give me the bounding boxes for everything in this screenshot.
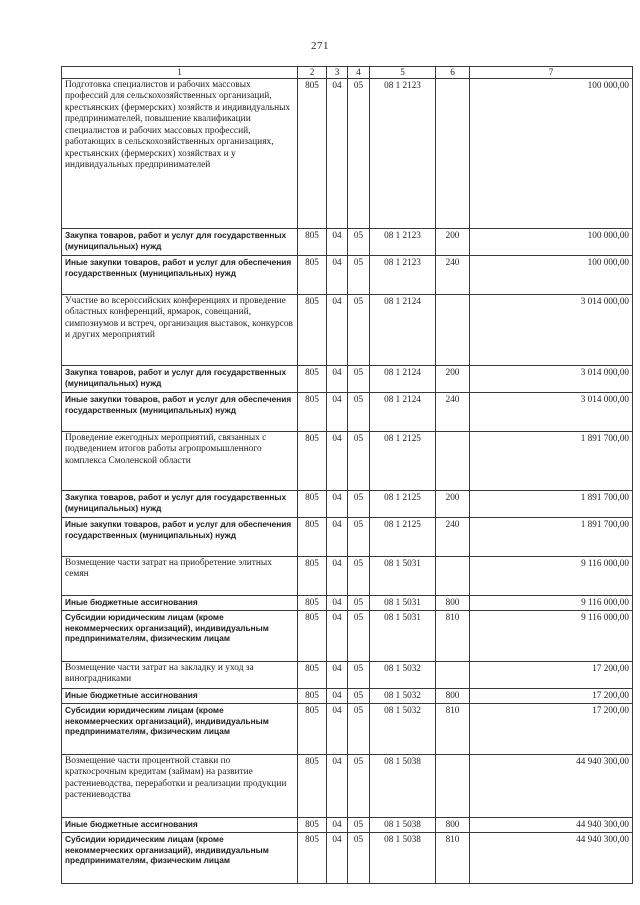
admin-code-cell: 805 xyxy=(298,79,327,229)
table-row xyxy=(62,557,633,596)
table-row xyxy=(62,295,633,366)
target-article-cell: 08 1 2125 xyxy=(370,491,436,518)
target-article-cell: 08 1 2124 xyxy=(370,366,436,393)
amount-cell: 3 014 000,00 xyxy=(470,393,633,432)
admin-code-cell: 805 xyxy=(298,518,327,557)
item-name-cell: Субсидии юридическим лицам (кроме некоммерческих организаций), индивидуальным предпринимателям, физическим лицам xyxy=(62,611,298,662)
header-col-2: 2 xyxy=(298,67,327,79)
subsection-cell: 05 xyxy=(348,596,370,611)
page-number: 271 xyxy=(311,40,329,52)
item-name-cell: Субсидии юридическим лицам (кроме некоммерческих организаций), индивидуальным предпринимателям, физическим лицам xyxy=(62,704,298,755)
item-name-cell: Иные закупки товаров, работ и услуг для обеспечения государственных (муниципальных) нужд xyxy=(62,393,298,432)
target-article-cell: 08 1 5038 xyxy=(370,833,436,884)
target-article-cell: 08 1 5031 xyxy=(370,596,436,611)
subsection-cell: 05 xyxy=(348,833,370,884)
admin-code-cell: 805 xyxy=(298,662,327,689)
item-name-cell: Участие во всероссийских конференциях и проведение областных конференций, ярмарок, совещаний, симпозиумов и встреч, организация выставок, конкурсов и других мероприятий xyxy=(62,295,298,366)
item-name-cell: Проведение ежегодных мероприятий, связанных с подведением итогов работы агропромышленного комплекса Смоленской области xyxy=(62,432,298,491)
section-cell: 04 xyxy=(327,79,348,229)
subsection-cell: 05 xyxy=(348,491,370,518)
amount-cell: 100 000,00 xyxy=(470,79,633,229)
expense-type-cell: 800 xyxy=(436,689,470,704)
target-article-cell: 08 1 2123 xyxy=(370,79,436,229)
admin-code-cell: 805 xyxy=(298,491,327,518)
admin-code-cell: 805 xyxy=(298,557,327,596)
section-cell: 04 xyxy=(327,295,348,366)
item-name-cell: Закупка товаров, работ и услуг для государственных (муниципальных) нужд xyxy=(62,229,298,256)
item-name-cell: Возмещение части процентной ставки по краткосрочным кредитам (займам) на развитие растениеводства, переработки и реализации продукции растениеводства xyxy=(62,755,298,818)
amount-cell: 17 200,00 xyxy=(470,689,633,704)
table-row xyxy=(62,596,633,611)
admin-code-cell: 805 xyxy=(298,295,327,366)
admin-code-cell: 805 xyxy=(298,393,327,432)
admin-code-cell: 805 xyxy=(298,432,327,491)
expense-type-cell: 240 xyxy=(436,393,470,432)
target-article-cell: 08 1 5031 xyxy=(370,557,436,596)
target-article-cell: 08 1 2124 xyxy=(370,295,436,366)
admin-code-cell: 805 xyxy=(298,229,327,256)
expense-type-cell: 810 xyxy=(436,704,470,755)
target-article-cell: 08 1 5032 xyxy=(370,662,436,689)
header-row xyxy=(62,67,633,79)
amount-cell: 9 116 000,00 xyxy=(470,596,633,611)
target-article-cell: 08 1 2125 xyxy=(370,518,436,557)
target-article-cell: 08 1 5032 xyxy=(370,704,436,755)
target-article-cell: 08 1 2123 xyxy=(370,229,436,256)
amount-cell: 100 000,00 xyxy=(470,229,633,256)
item-name-cell: Иные закупки товаров, работ и услуг для обеспечения государственных (муниципальных) нужд xyxy=(62,256,298,295)
expense-type-cell: 200 xyxy=(436,366,470,393)
amount-cell: 9 116 000,00 xyxy=(470,557,633,596)
subsection-cell: 05 xyxy=(348,229,370,256)
table-body xyxy=(62,79,633,884)
item-name-cell: Иные бюджетные ассигнования xyxy=(62,689,298,704)
admin-code-cell: 805 xyxy=(298,689,327,704)
item-name-cell: Закупка товаров, работ и услуг для государственных (муниципальных) нужд xyxy=(62,366,298,393)
item-name-cell: Подготовка специалистов и рабочих массовых профессий для сельскохозяйственных организаций, крестьянских (фермерских) хозяйств и индивидуальных предпринимателей, повышение квалификации специалистов и рабочих массовых профессий, работающих в сельскохозяйственных организациях, крестьянских (фермерских) хозяйствах и у индивидуальных предпринимателей xyxy=(62,79,298,229)
subsection-cell: 05 xyxy=(348,79,370,229)
expense-type-cell: 200 xyxy=(436,491,470,518)
section-cell: 04 xyxy=(327,689,348,704)
amount-cell: 9 116 000,00 xyxy=(470,611,633,662)
table-row xyxy=(62,79,633,229)
amount-cell: 100 000,00 xyxy=(470,256,633,295)
amount-cell: 1 891 700,00 xyxy=(470,491,633,518)
amount-cell: 17 200,00 xyxy=(470,704,633,755)
item-name-cell: Возмещение части затрат на приобретение элитных семян xyxy=(62,557,298,596)
expense-type-cell xyxy=(436,79,470,229)
amount-cell: 17 200,00 xyxy=(470,662,633,689)
section-cell: 04 xyxy=(327,491,348,518)
target-article-cell: 08 1 2123 xyxy=(370,256,436,295)
subsection-cell: 05 xyxy=(348,704,370,755)
table-header xyxy=(62,67,633,79)
subsection-cell: 05 xyxy=(348,611,370,662)
section-cell: 04 xyxy=(327,818,348,833)
expense-type-cell: 800 xyxy=(436,596,470,611)
header-col-1: 1 xyxy=(62,67,298,79)
section-cell: 04 xyxy=(327,662,348,689)
table-row xyxy=(62,818,633,833)
subsection-cell: 05 xyxy=(348,557,370,596)
expense-type-cell: 240 xyxy=(436,256,470,295)
subsection-cell: 05 xyxy=(348,755,370,818)
item-name-cell: Закупка товаров, работ и услуг для государственных (муниципальных) нужд xyxy=(62,491,298,518)
table-row xyxy=(62,689,633,704)
header-col-4: 4 xyxy=(348,67,370,79)
header-col-5: 5 xyxy=(370,67,436,79)
table-row xyxy=(62,491,633,518)
expense-type-cell xyxy=(436,557,470,596)
table-row xyxy=(62,229,633,256)
section-cell: 04 xyxy=(327,256,348,295)
expense-type-cell: 810 xyxy=(436,611,470,662)
amount-cell: 44 940 300,00 xyxy=(470,818,633,833)
target-article-cell: 08 1 5038 xyxy=(370,755,436,818)
expense-type-cell: 810 xyxy=(436,833,470,884)
expense-type-cell xyxy=(436,755,470,818)
subsection-cell: 05 xyxy=(348,432,370,491)
section-cell: 04 xyxy=(327,229,348,256)
section-cell: 04 xyxy=(327,704,348,755)
expense-type-cell: 240 xyxy=(436,518,470,557)
item-name-cell: Иные бюджетные ассигнования xyxy=(62,596,298,611)
budget-table xyxy=(61,66,633,884)
section-cell: 04 xyxy=(327,557,348,596)
target-article-cell: 08 1 5032 xyxy=(370,689,436,704)
target-article-cell: 08 1 5031 xyxy=(370,611,436,662)
admin-code-cell: 805 xyxy=(298,366,327,393)
table-row xyxy=(62,256,633,295)
item-name-cell: Субсидии юридическим лицам (кроме некоммерческих организаций), индивидуальным предпринимателям, физическим лицам xyxy=(62,833,298,884)
table-row xyxy=(62,611,633,662)
item-name-cell: Возмещение части затрат на закладку и уход за виноградниками xyxy=(62,662,298,689)
header-col-3: 3 xyxy=(327,67,348,79)
table-row xyxy=(62,393,633,432)
admin-code-cell: 805 xyxy=(298,818,327,833)
amount-cell: 44 940 300,00 xyxy=(470,755,633,818)
table-row xyxy=(62,755,633,818)
table-row xyxy=(62,833,633,884)
target-article-cell: 08 1 2124 xyxy=(370,393,436,432)
amount-cell: 3 014 000,00 xyxy=(470,295,633,366)
table-row xyxy=(62,432,633,491)
section-cell: 04 xyxy=(327,596,348,611)
section-cell: 04 xyxy=(327,755,348,818)
section-cell: 04 xyxy=(327,518,348,557)
subsection-cell: 05 xyxy=(348,366,370,393)
table-row xyxy=(62,518,633,557)
subsection-cell: 05 xyxy=(348,256,370,295)
item-name-cell: Иные закупки товаров, работ и услуг для обеспечения государственных (муниципальных) нужд xyxy=(62,518,298,557)
admin-code-cell: 805 xyxy=(298,596,327,611)
expense-type-cell: 800 xyxy=(436,818,470,833)
header-col-6: 6 xyxy=(436,67,470,79)
admin-code-cell: 805 xyxy=(298,256,327,295)
section-cell: 04 xyxy=(327,393,348,432)
item-name-cell: Иные бюджетные ассигнования xyxy=(62,818,298,833)
admin-code-cell: 805 xyxy=(298,611,327,662)
subsection-cell: 05 xyxy=(348,518,370,557)
section-cell: 04 xyxy=(327,833,348,884)
amount-cell: 44 940 300,00 xyxy=(470,833,633,884)
expense-type-cell xyxy=(436,295,470,366)
subsection-cell: 05 xyxy=(348,662,370,689)
admin-code-cell: 805 xyxy=(298,755,327,818)
target-article-cell: 08 1 5038 xyxy=(370,818,436,833)
amount-cell: 1 891 700,00 xyxy=(470,432,633,491)
header-col-7: 7 xyxy=(470,67,633,79)
subsection-cell: 05 xyxy=(348,393,370,432)
section-cell: 04 xyxy=(327,611,348,662)
expense-type-cell: 200 xyxy=(436,229,470,256)
section-cell: 04 xyxy=(327,432,348,491)
table-row xyxy=(62,704,633,755)
amount-cell: 3 014 000,00 xyxy=(470,366,633,393)
amount-cell: 1 891 700,00 xyxy=(470,518,633,557)
admin-code-cell: 805 xyxy=(298,833,327,884)
table-row xyxy=(62,366,633,393)
section-cell: 04 xyxy=(327,366,348,393)
expense-type-cell xyxy=(436,432,470,491)
expense-type-cell xyxy=(436,662,470,689)
admin-code-cell: 805 xyxy=(298,704,327,755)
subsection-cell: 05 xyxy=(348,295,370,366)
subsection-cell: 05 xyxy=(348,689,370,704)
subsection-cell: 05 xyxy=(348,818,370,833)
table-row xyxy=(62,662,633,689)
target-article-cell: 08 1 2125 xyxy=(370,432,436,491)
